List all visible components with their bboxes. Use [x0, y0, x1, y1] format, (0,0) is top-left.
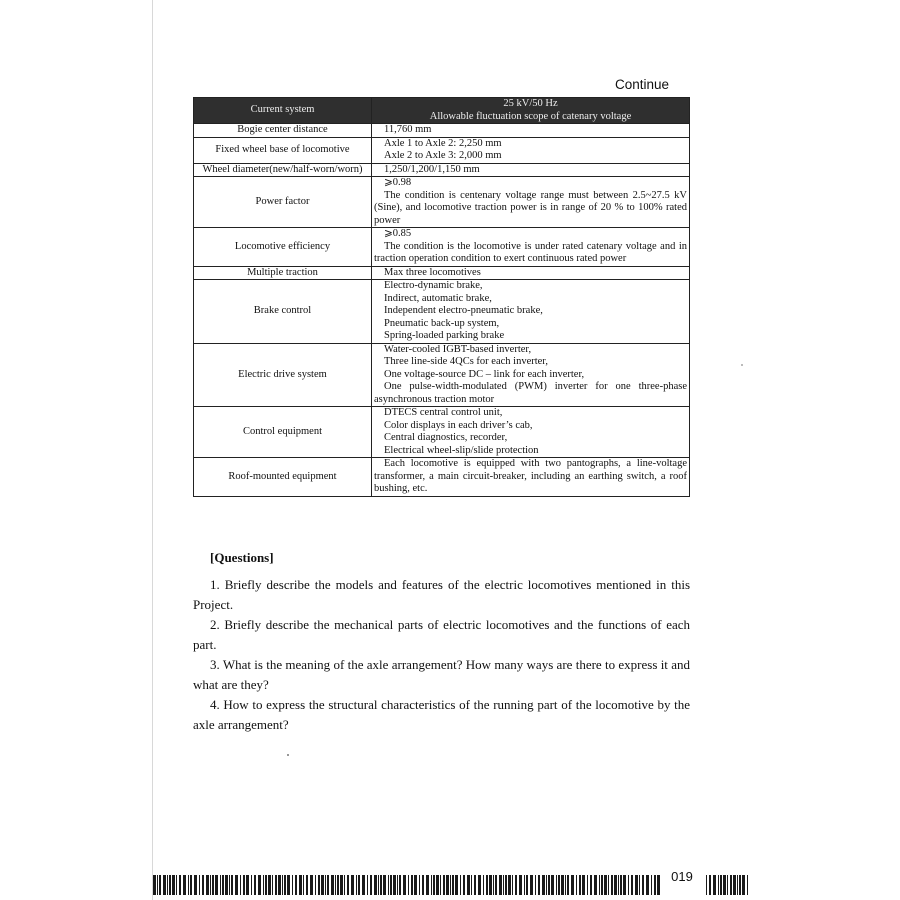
questions-section	[193, 548, 690, 735]
value-line: Central diagnostics, recorder,	[384, 432, 508, 443]
row-label: Brake control	[194, 280, 372, 344]
row-label: Control equipment	[194, 407, 372, 458]
value-paragraph: The condition is centenary voltage range must between 2.5~27.5 kV (Sine), and locomotive traction power is in range of 20 % to 100% rated power	[374, 189, 687, 226]
value-line: Pneumatic back-up system,	[384, 317, 500, 329]
question-4: 4. How to express the structural characteristics of the running part of the locomotive by the axle arrangement?	[193, 697, 690, 732]
footer-barcode-left	[153, 875, 660, 895]
row-value	[372, 266, 690, 280]
question-3: 3. What is the meaning of the axle arrangement? How many ways are there to express it and what are they?	[193, 657, 690, 692]
question-2: 2. Briefly describe the mechanical parts of electric locomotives and the functions of each part.	[193, 617, 690, 652]
row-value	[372, 163, 690, 177]
table-row	[194, 266, 690, 280]
row-value	[372, 177, 690, 228]
value-line: Color displays in each driver’s cab,	[384, 419, 533, 431]
specification-table	[193, 97, 690, 497]
row-label: Wheel diameter(new/half-worn/worn)	[194, 163, 372, 177]
table-row	[194, 163, 690, 177]
value-paragraph: The condition is the locomotive is under rated catenary voltage and in traction operation condition to exert continuous rated power	[374, 240, 687, 264]
row-label: Bogie center distance	[194, 124, 372, 138]
row-label: Roof-mounted equipment	[194, 458, 372, 497]
value-line: Water-cooled IGBT-based inverter,	[384, 343, 532, 355]
table-body	[194, 124, 690, 497]
table-row	[194, 343, 690, 407]
header-current-system: Current system	[194, 98, 372, 124]
value-line: Axle 1 to Axle 2: 2,250 mm	[384, 137, 502, 149]
value-line: DTECS central control unit,	[384, 407, 503, 418]
row-value	[372, 228, 690, 267]
value-line: Electro-dynamic brake,	[384, 280, 483, 291]
value-line: Max three locomotives	[384, 266, 481, 278]
value-line: Axle 2 to Axle 3: 2,000 mm	[384, 150, 502, 161]
continue-label: Continue	[614, 77, 669, 92]
row-value	[372, 124, 690, 138]
row-label: Power factor	[194, 177, 372, 228]
table-header-row	[194, 98, 690, 124]
row-value	[372, 280, 690, 344]
row-value	[372, 458, 690, 497]
table-row	[194, 280, 690, 344]
row-label: Electric drive system	[194, 343, 372, 407]
row-value	[372, 407, 690, 458]
row-label: Locomotive efficiency	[194, 228, 372, 267]
table-row	[194, 137, 690, 163]
table-row	[194, 458, 690, 497]
table-row	[194, 177, 690, 228]
row-value	[372, 137, 690, 163]
header-voltage-line2: Allowable fluctuation scope of catenary voltage	[429, 110, 632, 122]
header-voltage-line1: 25 kV/50 Hz	[503, 98, 558, 109]
value-line: 1,250/1,200/1,150 mm	[384, 163, 480, 175]
value-threshold: ⩾0.98	[384, 177, 412, 188]
value-line: Spring-loaded parking brake	[384, 330, 505, 341]
value-threshold: ⩾0.85	[384, 228, 412, 239]
value-line: Independent electro-pneumatic brake,	[384, 305, 543, 316]
footer-barcode-right	[706, 875, 750, 895]
value-line: Indirect, automatic brake,	[384, 292, 492, 304]
table-row	[194, 407, 690, 458]
row-label: Fixed wheel base of locomotive	[194, 137, 372, 163]
value-line: Electrical wheel-slip/slide protection	[384, 444, 539, 456]
row-value	[372, 343, 690, 407]
scan-speck	[741, 364, 743, 366]
value-paragraph: Each locomotive is equipped with two pantographs, a line-voltage transformer, a main circuit-breaker, including an earthing switch, a roof bushing, etc.	[374, 458, 687, 494]
value-paragraph: One pulse-width-modulated (PWM) inverter for one three-phase asynchronous traction motor	[374, 381, 687, 405]
questions-title: [Questions]	[210, 550, 274, 565]
question-1: 1. Briefly describe the models and features of the electric locomotives mentioned in this Project.	[193, 577, 690, 612]
page-number: 019	[671, 869, 693, 884]
table-row	[194, 228, 690, 267]
page-margin-line	[152, 0, 153, 900]
scan-speck-2	[287, 754, 289, 756]
value-line: One voltage-source DC – link for each inverter,	[384, 368, 585, 380]
value-line: Three line-side 4QCs for each inverter,	[384, 356, 549, 367]
header-voltage	[372, 98, 690, 124]
table-row	[194, 124, 690, 138]
row-label: Multiple traction	[194, 266, 372, 280]
value-line: 11,760 mm	[384, 124, 432, 135]
